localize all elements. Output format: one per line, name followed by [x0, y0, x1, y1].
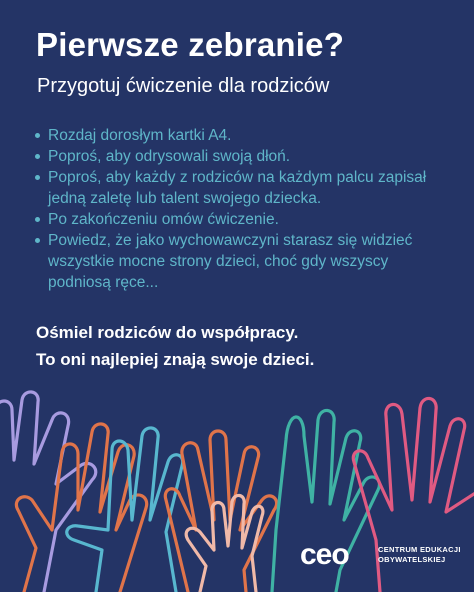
closing-line-2: To oni najlepiej znają swoje dzieci. — [36, 350, 315, 369]
brand-name-line-1: CENTRUM EDUKACJI — [378, 545, 461, 554]
hand-outline-icon — [165, 431, 276, 592]
brand-name-line-2: OBYWATELSKIEJ — [378, 555, 446, 564]
list-item: Poproś, aby odrysowali swoją dłoń. — [34, 146, 454, 167]
page-subtitle: Przygotuj ćwiczenie dla rodziców — [37, 75, 330, 97]
ceo-logo-icon — [300, 538, 370, 572]
list-item: Powiedz, że jako wychowawczyni starasz się widzieć wszystkie mocne strony dzieci, choć gdy wszyscy podniosą ręce... — [34, 230, 454, 293]
list-item: Poproś, aby każdy z rodziców na każdym palcu zapisał jedną zaletę lub talent swojego dziecka. — [34, 167, 454, 209]
brand — [300, 538, 461, 572]
list-item: Po zakończeniu omów ćwiczenie. — [34, 209, 454, 230]
instructions-list — [34, 125, 454, 293]
hand-outline-icon — [186, 495, 263, 592]
closing-message — [36, 319, 314, 373]
page-title: Pierwsze zebranie? — [36, 26, 345, 63]
closing-line-1: Ośmiel rodziców do współpracy. — [36, 323, 299, 342]
list-item: Rozdaj dorosłym kartki A4. — [34, 125, 454, 146]
logo-wordmark: ceo — [300, 538, 349, 571]
brand-name — [378, 545, 461, 565]
